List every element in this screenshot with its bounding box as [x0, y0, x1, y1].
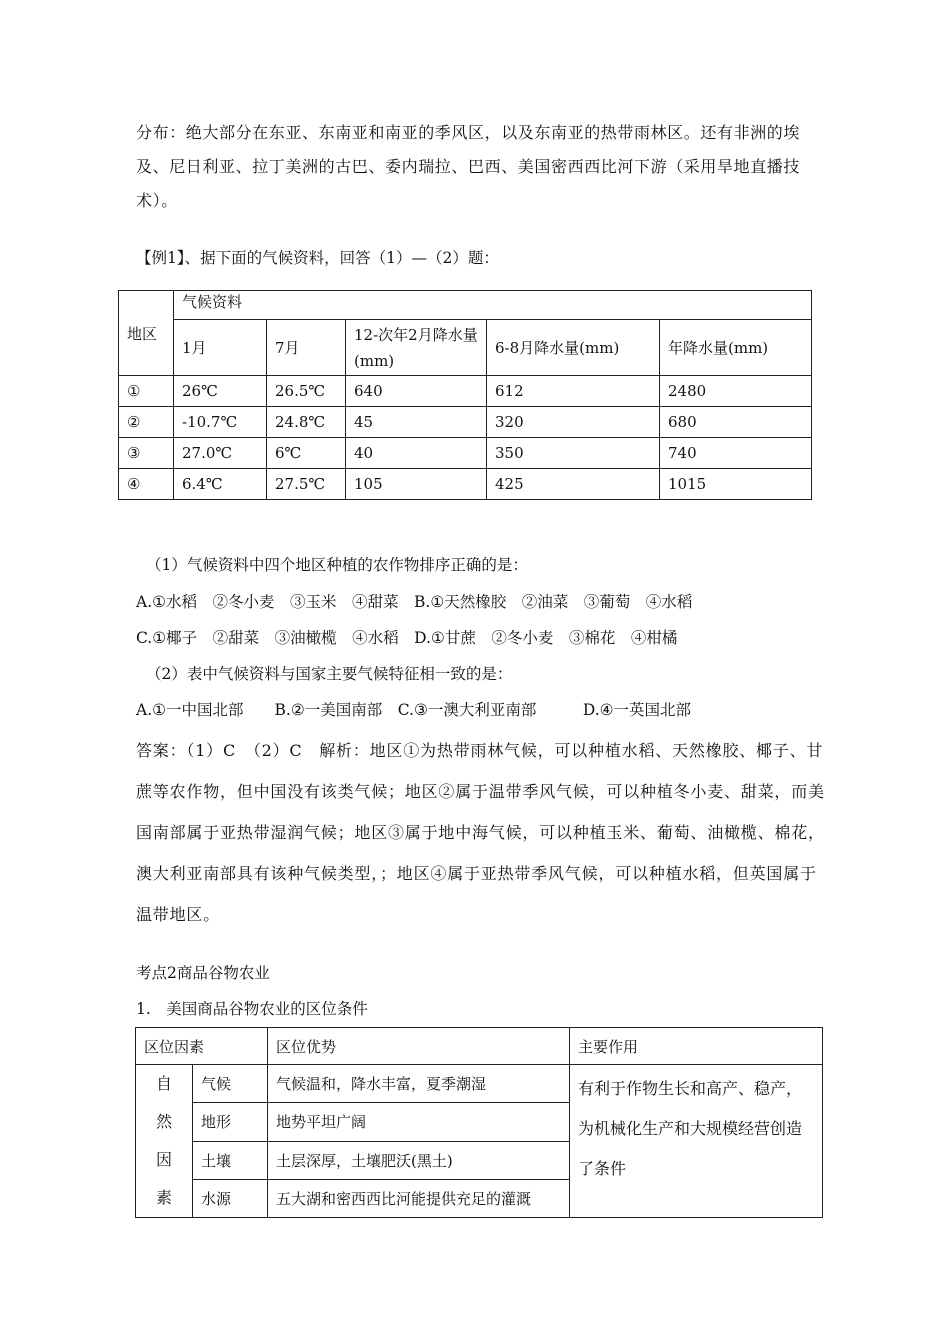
- advantage-cell: 地势平坦广阔: [268, 1103, 570, 1141]
- header-jun-aug: 6-8月降水量(mm): [487, 320, 660, 376]
- factor-cell: 气候: [193, 1065, 268, 1103]
- climate-group-header: 气候资料: [174, 291, 812, 320]
- answer-paragraph: 答案：（1）C （2）C 解析：地区①为热带雨林气候，可以种植水稻、天然橡胶、椰子、甘蔗等农作物，但中国没有该类气候；地区②属于温带季风气候，可以种植冬小麦、甜菜，而美国南部属于亚热带湿润气候；地区③属于地中海气候，可以种植玉米、葡萄、油橄榄、棉花，澳大利亚南部具有该种气候类型，；地区④属于亚热带季风气候，可以种植水稻，但英国属于温带地区。: [136, 741, 825, 924]
- natural-char: 然: [155, 1112, 172, 1131]
- jul-cell: 6℃: [267, 438, 346, 469]
- question-2-options: A.①一中国北部 B.②一美国南部 C.③一澳大利亚南部 D.④一英国北部: [136, 701, 692, 719]
- factor-cell: 地形: [193, 1103, 268, 1141]
- natural-char: 因: [155, 1150, 172, 1169]
- jul-cell: 27.5℃: [267, 469, 346, 500]
- question-1-options-cd: C.①椰子 ②甜菜 ③油橄榄 ④水稻 D.①甘蔗 ②冬小麦 ③棉花 ④柑橘: [136, 629, 678, 647]
- annual-cell: 1015: [660, 469, 812, 500]
- jan-cell: 26℃: [174, 376, 267, 407]
- jul-cell: 26.5℃: [267, 376, 346, 407]
- location-factors-table: [135, 1027, 823, 1218]
- jun-aug-cell: 425: [487, 469, 660, 500]
- question-1-options-ab: A.①水稻 ②冬小麦 ③玉米 ④甜菜 B.①天然橡胶 ②油菜 ③葡萄 ④水稻: [136, 593, 693, 611]
- header-effect: 主要作用: [570, 1028, 823, 1065]
- table-row: [136, 1065, 823, 1103]
- header-advantage: 区位优势: [268, 1028, 570, 1065]
- table-row: [119, 438, 812, 469]
- effect-cell: 有利于作物生长和高产、稳产，为机械化生产和大规模经营创造了条件: [570, 1065, 823, 1218]
- natural-factors-label: [136, 1065, 193, 1218]
- distribution-paragraph: 分布：绝大部分在东亚、东南亚和南亚的季风区，以及东南亚的热带雨林区。还有非洲的埃及、尼日利亚、拉丁美洲的古巴、委内瑞拉、巴西、美国密西西比河下游（采用旱地直播技术）。: [136, 123, 801, 210]
- section-subheading: 1. 美国商品谷物农业的区位条件: [136, 1000, 368, 1018]
- dec-feb-cell: 45: [346, 407, 487, 438]
- jun-aug-cell: 612: [487, 376, 660, 407]
- question-2: （2）表中气候资料与国家主要气候特征相一致的是：: [146, 665, 513, 683]
- region-cell: ③: [119, 438, 174, 469]
- table-row: [119, 469, 812, 500]
- table-row: [119, 376, 812, 407]
- example-title: 【例1】、据下面的气候资料，回答（1）—（2）题：: [136, 249, 499, 267]
- annual-cell: 680: [660, 407, 812, 438]
- factor-cell: 水源: [193, 1179, 268, 1217]
- dec-feb-cell: 105: [346, 469, 487, 500]
- advantage-cell: 土层深厚，土壤肥沃(黑土): [268, 1141, 570, 1179]
- jul-cell: 24.8℃: [267, 407, 346, 438]
- header-factor: 区位因素: [136, 1028, 268, 1065]
- climate-table: [118, 290, 812, 500]
- advantage-cell: 五大湖和密西西比河能提供充足的灌溉: [268, 1179, 570, 1217]
- question-1: （1）气候资料中四个地区种植的农作物排序正确的是：: [146, 556, 528, 574]
- factor-cell: 土壤: [193, 1141, 268, 1179]
- natural-char: 自: [155, 1074, 172, 1093]
- region-cell: ②: [119, 407, 174, 438]
- dec-feb-cell: 40: [346, 438, 487, 469]
- advantage-cell: 气候温和，降水丰富，夏季潮湿: [268, 1065, 570, 1103]
- natural-char: 素: [155, 1188, 172, 1207]
- region-cell: ④: [119, 469, 174, 500]
- header-jul: 7月: [267, 320, 346, 376]
- region-cell: ①: [119, 376, 174, 407]
- section-heading: 考点2商品谷物农业: [136, 964, 270, 982]
- region-header: 地区: [119, 291, 174, 376]
- dec-feb-cell: 640: [346, 376, 487, 407]
- jan-cell: 6.4℃: [174, 469, 267, 500]
- annual-cell: 740: [660, 438, 812, 469]
- jan-cell: -10.7℃: [174, 407, 267, 438]
- annual-cell: 2480: [660, 376, 812, 407]
- header-jan: 1月: [174, 320, 267, 376]
- jun-aug-cell: 320: [487, 407, 660, 438]
- jun-aug-cell: 350: [487, 438, 660, 469]
- jan-cell: 27.0℃: [174, 438, 267, 469]
- table-row: [119, 407, 812, 438]
- header-annual: 年降水量(mm): [660, 320, 812, 376]
- header-dec-feb: 12-次年2月降水量(mm): [346, 320, 487, 376]
